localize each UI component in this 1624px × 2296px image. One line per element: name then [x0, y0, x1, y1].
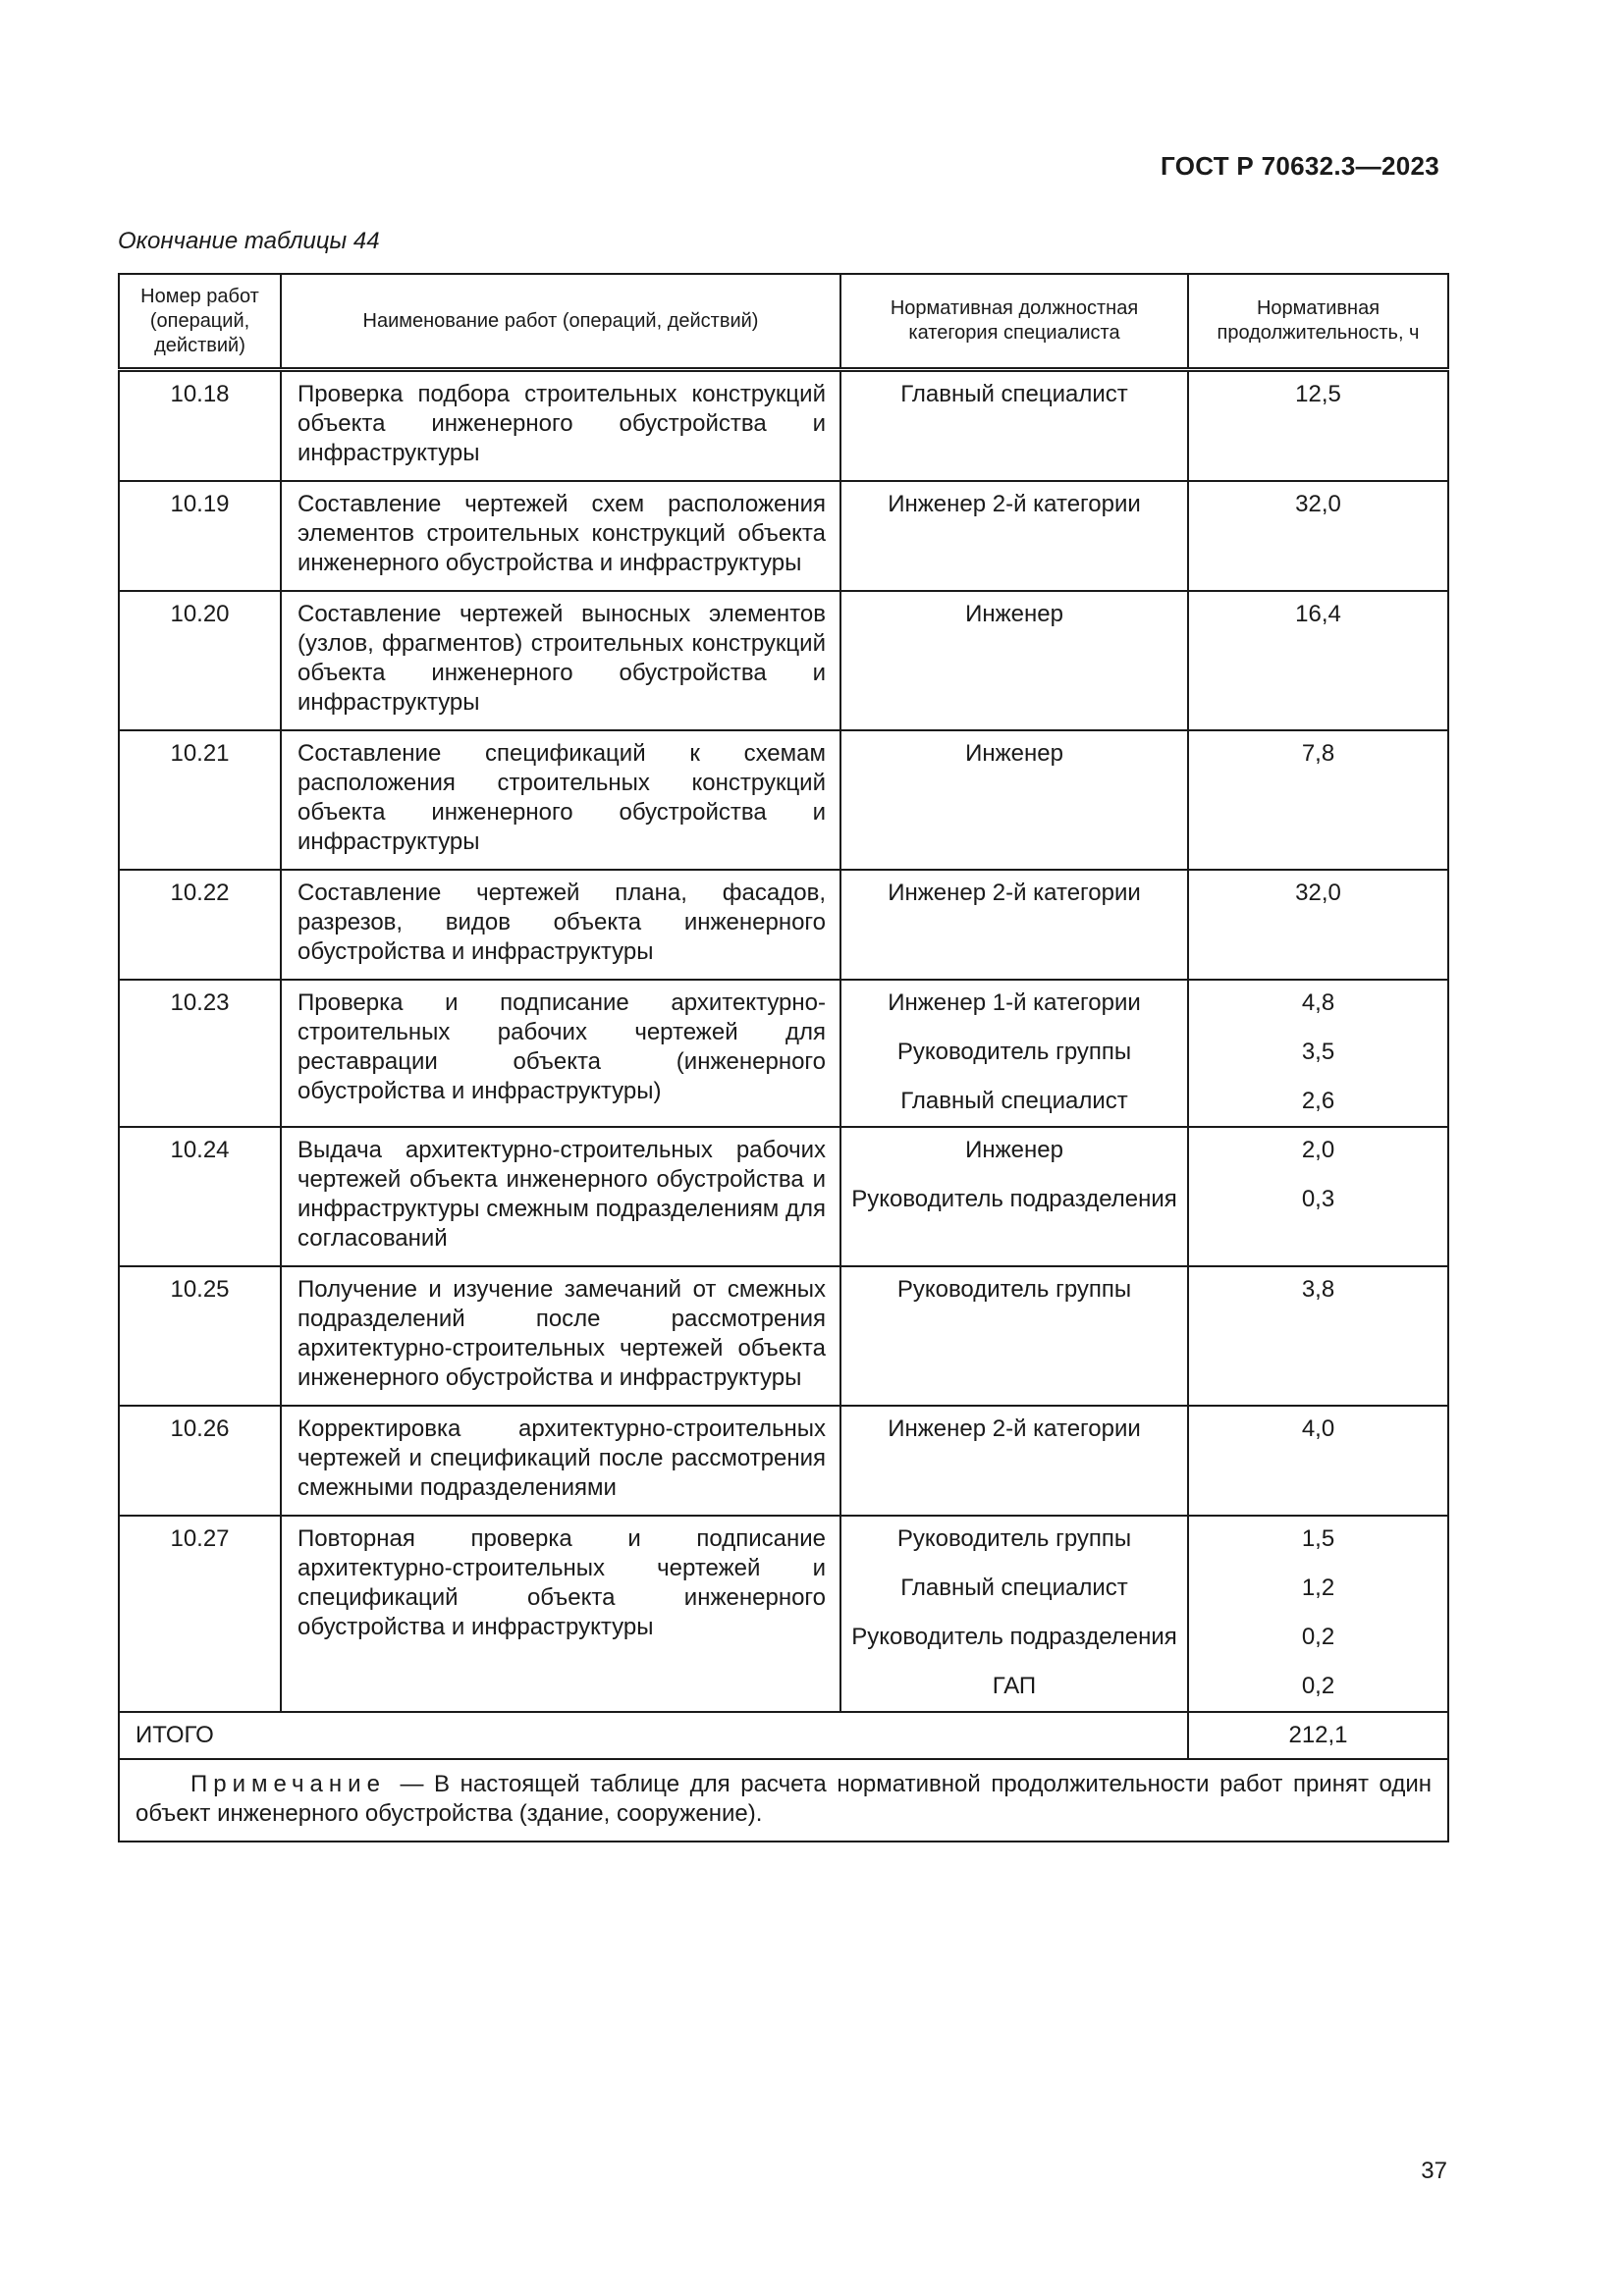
specialist-category: Руководитель группы — [896, 1525, 1132, 1552]
duration-value: 32,0 — [1295, 491, 1341, 517]
specialist-category: Инженер — [965, 601, 1063, 627]
duration-value: 7,8 — [1301, 740, 1335, 767]
specialist-category-cell — [840, 1516, 1188, 1712]
specialist-category: Инженер 2-й категории — [888, 880, 1141, 906]
duration-value: 4,0 — [1301, 1415, 1335, 1442]
note-text: — В настоящей таблице для расчета нормативной продолжительности работ принят один объект инженерного обустройства (здание, сооружение). — [135, 1771, 1432, 1827]
duration-value: 1,5 — [1301, 1525, 1335, 1552]
work-number: 10.27 — [119, 1516, 281, 1712]
work-number: 10.24 — [119, 1127, 281, 1266]
column-header-name: Наименование работ (операций, действий) — [281, 274, 840, 370]
specialist-category: Главный специалист — [900, 381, 1128, 407]
table-body — [119, 370, 1448, 1842]
work-number: 10.22 — [119, 870, 281, 980]
specialist-category-cell — [840, 980, 1188, 1127]
table-row — [119, 1127, 1448, 1266]
work-number: 10.18 — [119, 370, 281, 482]
specialist-category: Руководитель группы — [896, 1039, 1132, 1065]
duration-value: 32,0 — [1295, 880, 1341, 906]
total-label: ИТОГО — [119, 1712, 1188, 1759]
work-number: 10.20 — [119, 591, 281, 730]
duration-value: 3,8 — [1301, 1276, 1335, 1303]
specialist-category-cell — [840, 370, 1188, 482]
work-name: Корректировка архитектурно-строительных чертежей и спецификаций после рассмотрения смежными подразделениями — [281, 1406, 840, 1516]
duration-value: 3,5 — [1301, 1039, 1335, 1065]
work-number: 10.19 — [119, 481, 281, 591]
specialist-category-cell — [840, 870, 1188, 980]
work-number: 10.25 — [119, 1266, 281, 1406]
duration-cell — [1188, 1266, 1448, 1406]
work-name: Проверка и подписание архитектурно-строительных рабочих чертежей для реставрации объекта (инженерного обустройства и инфраструктуры) — [281, 980, 840, 1127]
duration-cell — [1188, 730, 1448, 870]
work-name: Составление чертежей схем расположения элементов строительных конструкций объекта инженерного обустройства и инфраструктуры — [281, 481, 840, 591]
work-name: Проверка подбора строительных конструкций объекта инженерного обустройства и инфраструктуры — [281, 370, 840, 482]
work-name: Составление спецификаций к схемам расположения строительных конструкций объекта инженерного обустройства и инфраструктуры — [281, 730, 840, 870]
table-header-row — [119, 274, 1448, 370]
specialist-category: Руководитель группы — [896, 1276, 1132, 1303]
table-row — [119, 1266, 1448, 1406]
work-name: Составление чертежей выносных элементов (узлов, фрагментов) строительных конструкций объекта инженерного обустройства и инфраструктуры — [281, 591, 840, 730]
table-row — [119, 591, 1448, 730]
duration-value: 2,0 — [1301, 1137, 1335, 1163]
table-row — [119, 1406, 1448, 1516]
specialist-category: Инженер — [965, 740, 1063, 767]
work-name: Выдача архитектурно-строительных рабочих чертежей объекта инженерного обустройства и инфраструктуры смежным подразделениям для согласований — [281, 1127, 840, 1266]
table-row — [119, 870, 1448, 980]
duration-cell — [1188, 1127, 1448, 1266]
duration-value: 2,6 — [1301, 1088, 1335, 1114]
work-name: Получение и изучение замечаний от смежных подразделений после рассмотрения архитектурно-строительных чертежей объекта инженерного обустройства и инфраструктуры — [281, 1266, 840, 1406]
table-row — [119, 370, 1448, 482]
duration-cell — [1188, 1406, 1448, 1516]
column-header-duration: Нормативная продолжительность, ч — [1188, 274, 1448, 370]
work-name: Повторная проверка и подписание архитектурно-строительных чертежей и спецификаций объекта инженерного обустройства и инфраструктуры — [281, 1516, 840, 1712]
specialist-category-cell — [840, 1127, 1188, 1266]
specialist-category: ГАП — [992, 1673, 1037, 1699]
column-header-number: Номер работ (операций, действий) — [119, 274, 281, 370]
table-row — [119, 481, 1448, 591]
total-value: 212,1 — [1188, 1712, 1448, 1759]
specialist-category: Инженер 2-й категории — [888, 1415, 1141, 1442]
specialist-category-cell — [840, 481, 1188, 591]
work-number: 10.21 — [119, 730, 281, 870]
specialist-category: Главный специалист — [900, 1088, 1128, 1114]
table-row-total — [119, 1712, 1448, 1759]
specialist-category: Инженер 1-й категории — [888, 989, 1141, 1016]
specialist-category: Главный специалист — [900, 1575, 1128, 1601]
table-caption: Окончание таблицы 44 — [118, 228, 380, 254]
duration-value: 0,2 — [1301, 1673, 1335, 1699]
specialist-category-cell — [840, 1406, 1188, 1516]
table-row — [119, 730, 1448, 870]
specialist-category: Руководитель подразделения — [851, 1624, 1177, 1650]
duration-cell — [1188, 481, 1448, 591]
duration-value: 0,3 — [1301, 1186, 1335, 1212]
duration-cell — [1188, 370, 1448, 482]
note-label: Примечание — [190, 1771, 386, 1797]
duration-cell — [1188, 1516, 1448, 1712]
duration-value: 16,4 — [1295, 601, 1341, 627]
table-row-note — [119, 1759, 1448, 1842]
page-number: 37 — [1421, 2158, 1447, 2184]
work-number: 10.26 — [119, 1406, 281, 1516]
column-header-category: Нормативная должностная категория специалиста — [840, 274, 1188, 370]
duration-cell — [1188, 980, 1448, 1127]
duration-cell — [1188, 870, 1448, 980]
duration-value: 1,2 — [1301, 1575, 1335, 1601]
table-row — [119, 980, 1448, 1127]
standard-code: ГОСТ Р 70632.3—2023 — [1161, 151, 1439, 181]
table-note — [119, 1759, 1448, 1842]
specialist-category: Инженер — [965, 1137, 1063, 1163]
duration-value: 4,8 — [1301, 989, 1335, 1016]
work-name: Составление чертежей плана, фасадов, разрезов, видов объекта инженерного обустройства и инфраструктуры — [281, 870, 840, 980]
duration-value: 0,2 — [1301, 1624, 1335, 1650]
specialist-category-cell — [840, 730, 1188, 870]
specialist-category: Инженер 2-й категории — [888, 491, 1141, 517]
table-row — [119, 1516, 1448, 1712]
specialist-category-cell — [840, 1266, 1188, 1406]
specialist-category: Руководитель подразделения — [851, 1186, 1177, 1212]
duration-cell — [1188, 591, 1448, 730]
work-number: 10.23 — [119, 980, 281, 1127]
specialist-category-cell — [840, 591, 1188, 730]
norms-table — [118, 273, 1449, 1842]
duration-value: 12,5 — [1295, 381, 1341, 407]
